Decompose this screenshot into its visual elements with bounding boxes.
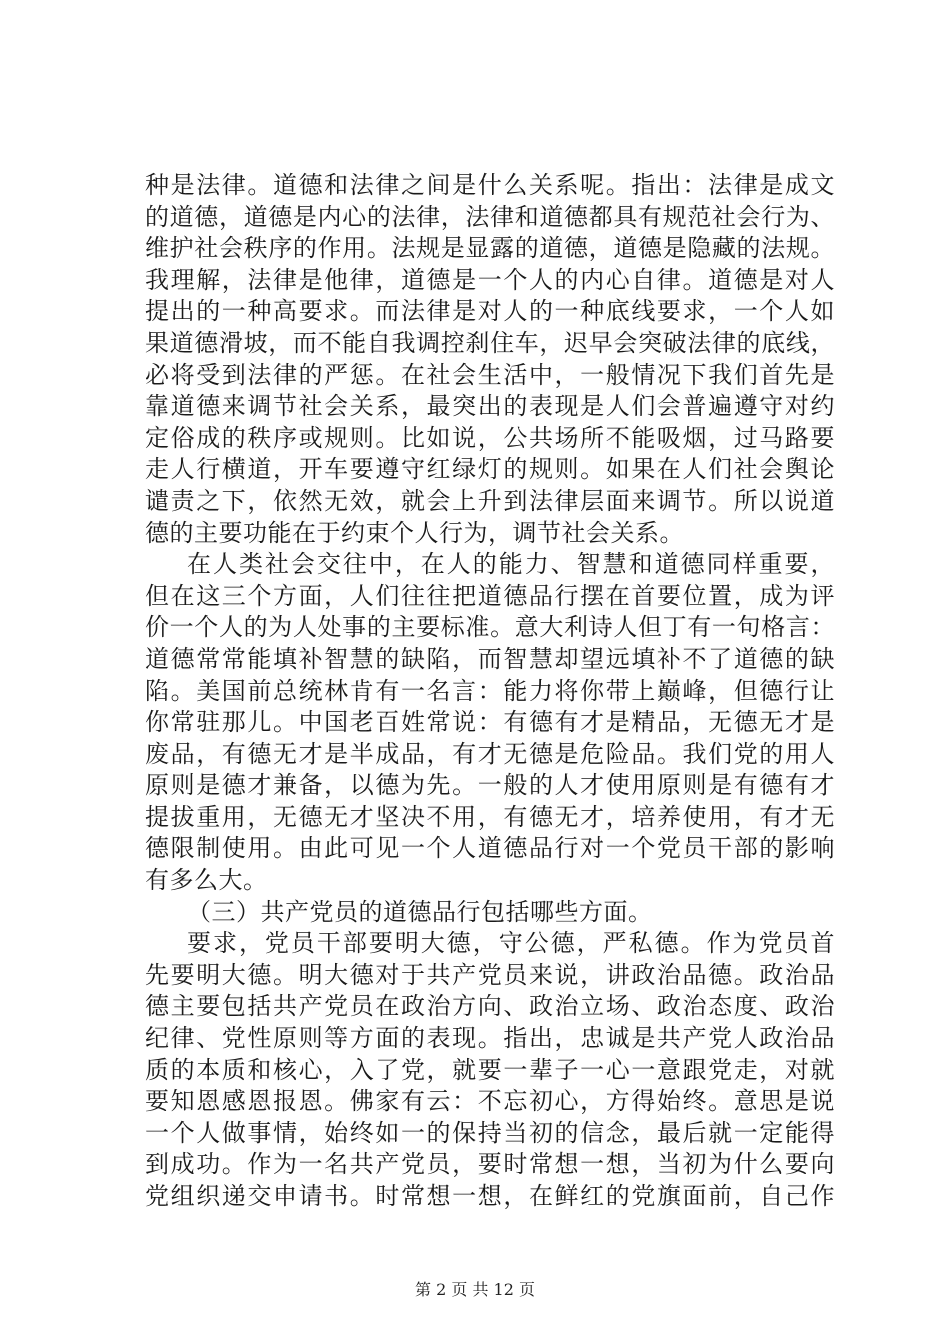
text-line: 党组织递交申请书。时常想一想，在鲜红的党旗面前，自己作	[145, 1182, 835, 1210]
section-heading: （三）共产党员的道德品行包括哪些方面。	[187, 897, 653, 926]
text-line: 但在这三个方面，人们往往把道德品行摆在首要位置，成为评	[145, 581, 835, 610]
text-line: 道德常常能填补智慧的缺陷，而智慧却望远填补不了道德的缺	[145, 644, 835, 673]
text-line: 一个人做事情，始终如一的保持当初的信念，最后就一定能得	[145, 1118, 835, 1147]
text-line: 有多么大。	[145, 866, 268, 895]
text-line: 纪律、党性原则等方面的表现。指出，忠诚是共产党人政治品	[145, 1024, 835, 1053]
text-line: 提出的一种高要求。而法律是对人的一种底线要求，一个人如	[145, 297, 835, 326]
text-line: 我理解，法律是他律，道德是一个人的内心自律。道德是对人	[145, 265, 835, 294]
text-line: 必将受到法律的严惩。在社会生活中，一般情况下我们首先是	[145, 360, 835, 389]
text-line: 到成功。作为一名共产党员，要时常想一想，当初为什么要向	[145, 1150, 835, 1179]
text-line: 定俗成的秩序或规则。比如说，公共场所不能吸烟，过马路要	[145, 423, 835, 452]
document-body	[145, 170, 835, 1213]
text-line: 德的主要功能在于约束个人行为，调节社会关系。	[145, 518, 684, 547]
text-line: 谴责之下，依然无效，就会上升到法律层面来调节。所以说道	[145, 486, 835, 515]
text-line: 先要明大德。明大德对于共产党员来说，讲政治品德。政治品	[145, 960, 835, 989]
text-line: 提拔重用，无德无才坚决不用，有德无才，培养使用，有才无	[145, 802, 835, 831]
text-line: 废品，有德无才是半成品，有才无德是危险品。我们党的用人	[145, 739, 835, 768]
text-line: 要知恩感恩报恩。佛家有云：不忘初心，方得始终。意思是说	[145, 1087, 835, 1116]
text-line: 的道德，道德是内心的法律，法律和道德都具有规范社会行为、	[145, 202, 835, 231]
text-line: 维护社会秩序的作用。法规是显露的道德，道德是隐藏的法规。	[145, 234, 835, 263]
page-number-footer: 第 2 页 共 12 页	[415, 1280, 535, 1299]
text-line: 果道德滑坡，而不能自我调控刹住车，迟早会突破法律的底线，	[145, 328, 835, 357]
text-line: 质的本质和核心，入了党，就要一辈子一心一意跟党走，对就	[145, 1055, 835, 1084]
text-line: 价一个人的为人处事的主要标准。意大利诗人但丁有一句格言：	[145, 613, 835, 642]
paragraph-first-line: 要求，党员干部要明大德，守公德，严私德。作为党员首	[187, 929, 835, 958]
text-line: 原则是德才兼备，以德为先。一般的人才使用原则是有德有才	[145, 771, 835, 800]
text-line: 走人行横道，开车要遵守红绿灯的规则。如果在人们社会舆论	[145, 455, 835, 484]
paragraph-first-line: 在人类社会交往中，在人的能力、智慧和道德同样重要，	[187, 550, 835, 579]
text-line: 靠道德来调节社会关系，最突出的表现是人们会普遍遵守对约	[145, 392, 835, 421]
text-line: 陷。美国前总统林肯有一名言：能力将你带上巅峰，但德行让	[145, 676, 835, 705]
text-line: 德主要包括共产党员在政治方向、政治立场、政治态度、政治	[145, 992, 835, 1021]
text-line: 你常驻那儿。中国老百姓常说：有德有才是精品，无德无才是	[145, 708, 835, 737]
text-line: 种是法律。道德和法律之间是什么关系呢。指出：法律是成文	[145, 171, 835, 199]
text-line: 德限制使用。由此可见一个人道德品行对一个党员干部的影响	[145, 834, 835, 863]
